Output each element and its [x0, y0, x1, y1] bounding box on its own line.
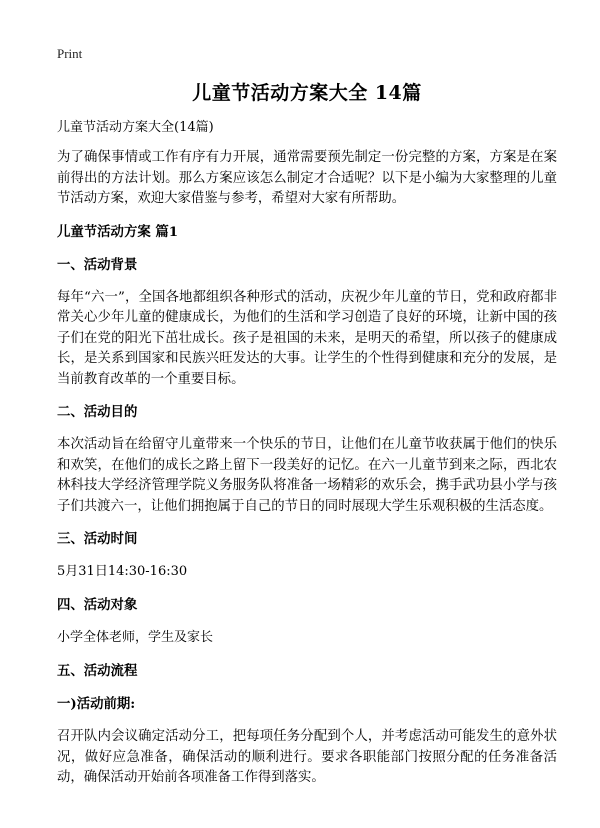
section-text-pre-activity: 召开队内会议确定活动分工，把每项任务分配到个人，并考虑活动可能发生的意外状况，做好应急准备，确保活动的顺利进行。要求各职能部门按照分配的任务准备活动，确保活动开始前各项准备工作得到落实。 [57, 729, 557, 785]
section-heading-audience: 四、活动对象 [57, 597, 138, 613]
section-text-time: 5月31日14:30-16:30 [57, 564, 188, 579]
section-text-audience: 小学全体老师，学生及家长 [57, 630, 214, 645]
section-text-purpose: 本次活动旨在给留守儿童带来一个快乐的节日，让他们在儿童节收获属于他们的快乐和欢笑，在他们的成长之路上留下一段美好的记忆。在六一儿童节到来之际，西北农林科技大学经济管理学院义务服务队将准备一场精彩的欢乐会，携手武功县小学与孩子们共渡六一，让他们拥抱属于自己的节日的同时展现大学生乐观积极的生活态度。 [57, 437, 557, 514]
section-heading-background: 一、活动背景 [57, 256, 138, 273]
section-heading-process: 五、活动流程 [57, 663, 138, 679]
intro-paragraph: 为了确保事情或工作有序有力开展，通常需要预先制定一份完整的方案，方案是在案前得出的方法计划。那么方案应该怎么制定才合适呢？以下是小编为大家整理的儿童节活动方案，欢迎大家借鉴与参考，希望对大家有所帮助。 [57, 150, 557, 206]
section-heading-time: 三、活动时间 [57, 531, 138, 547]
section-text-background: 每年“六一”，全国各地都组织各种形式的活动，庆祝少年儿童的节日，党和政府都非常关心少年儿童的健康成长，为他们的生活和学习创造了良好的环境，让新中国的孩子们在党的阳光下茁壮成长。孩子是祖国的未来，是明天的希望，所以孩子的健康成长，是关系到国家和民族兴旺发达的大事。让学生的个性得到健康和充分的发展，是当前教育改革的一个重要目标。 [57, 289, 557, 387]
document-subtitle: 儿童节活动方案大全(14篇) [57, 120, 214, 135]
page-title: 儿童节活动方案大全 14篇 [192, 82, 422, 104]
document-body [57, 80, 557, 801]
section-heading-purpose: 二、活动目的 [57, 404, 138, 420]
article-heading: 儿童节活动方案 篇1 [57, 223, 179, 240]
subsection-heading-pre-activity: 一)活动前期: [57, 696, 136, 712]
print-link[interactable]: Print [57, 46, 83, 61]
